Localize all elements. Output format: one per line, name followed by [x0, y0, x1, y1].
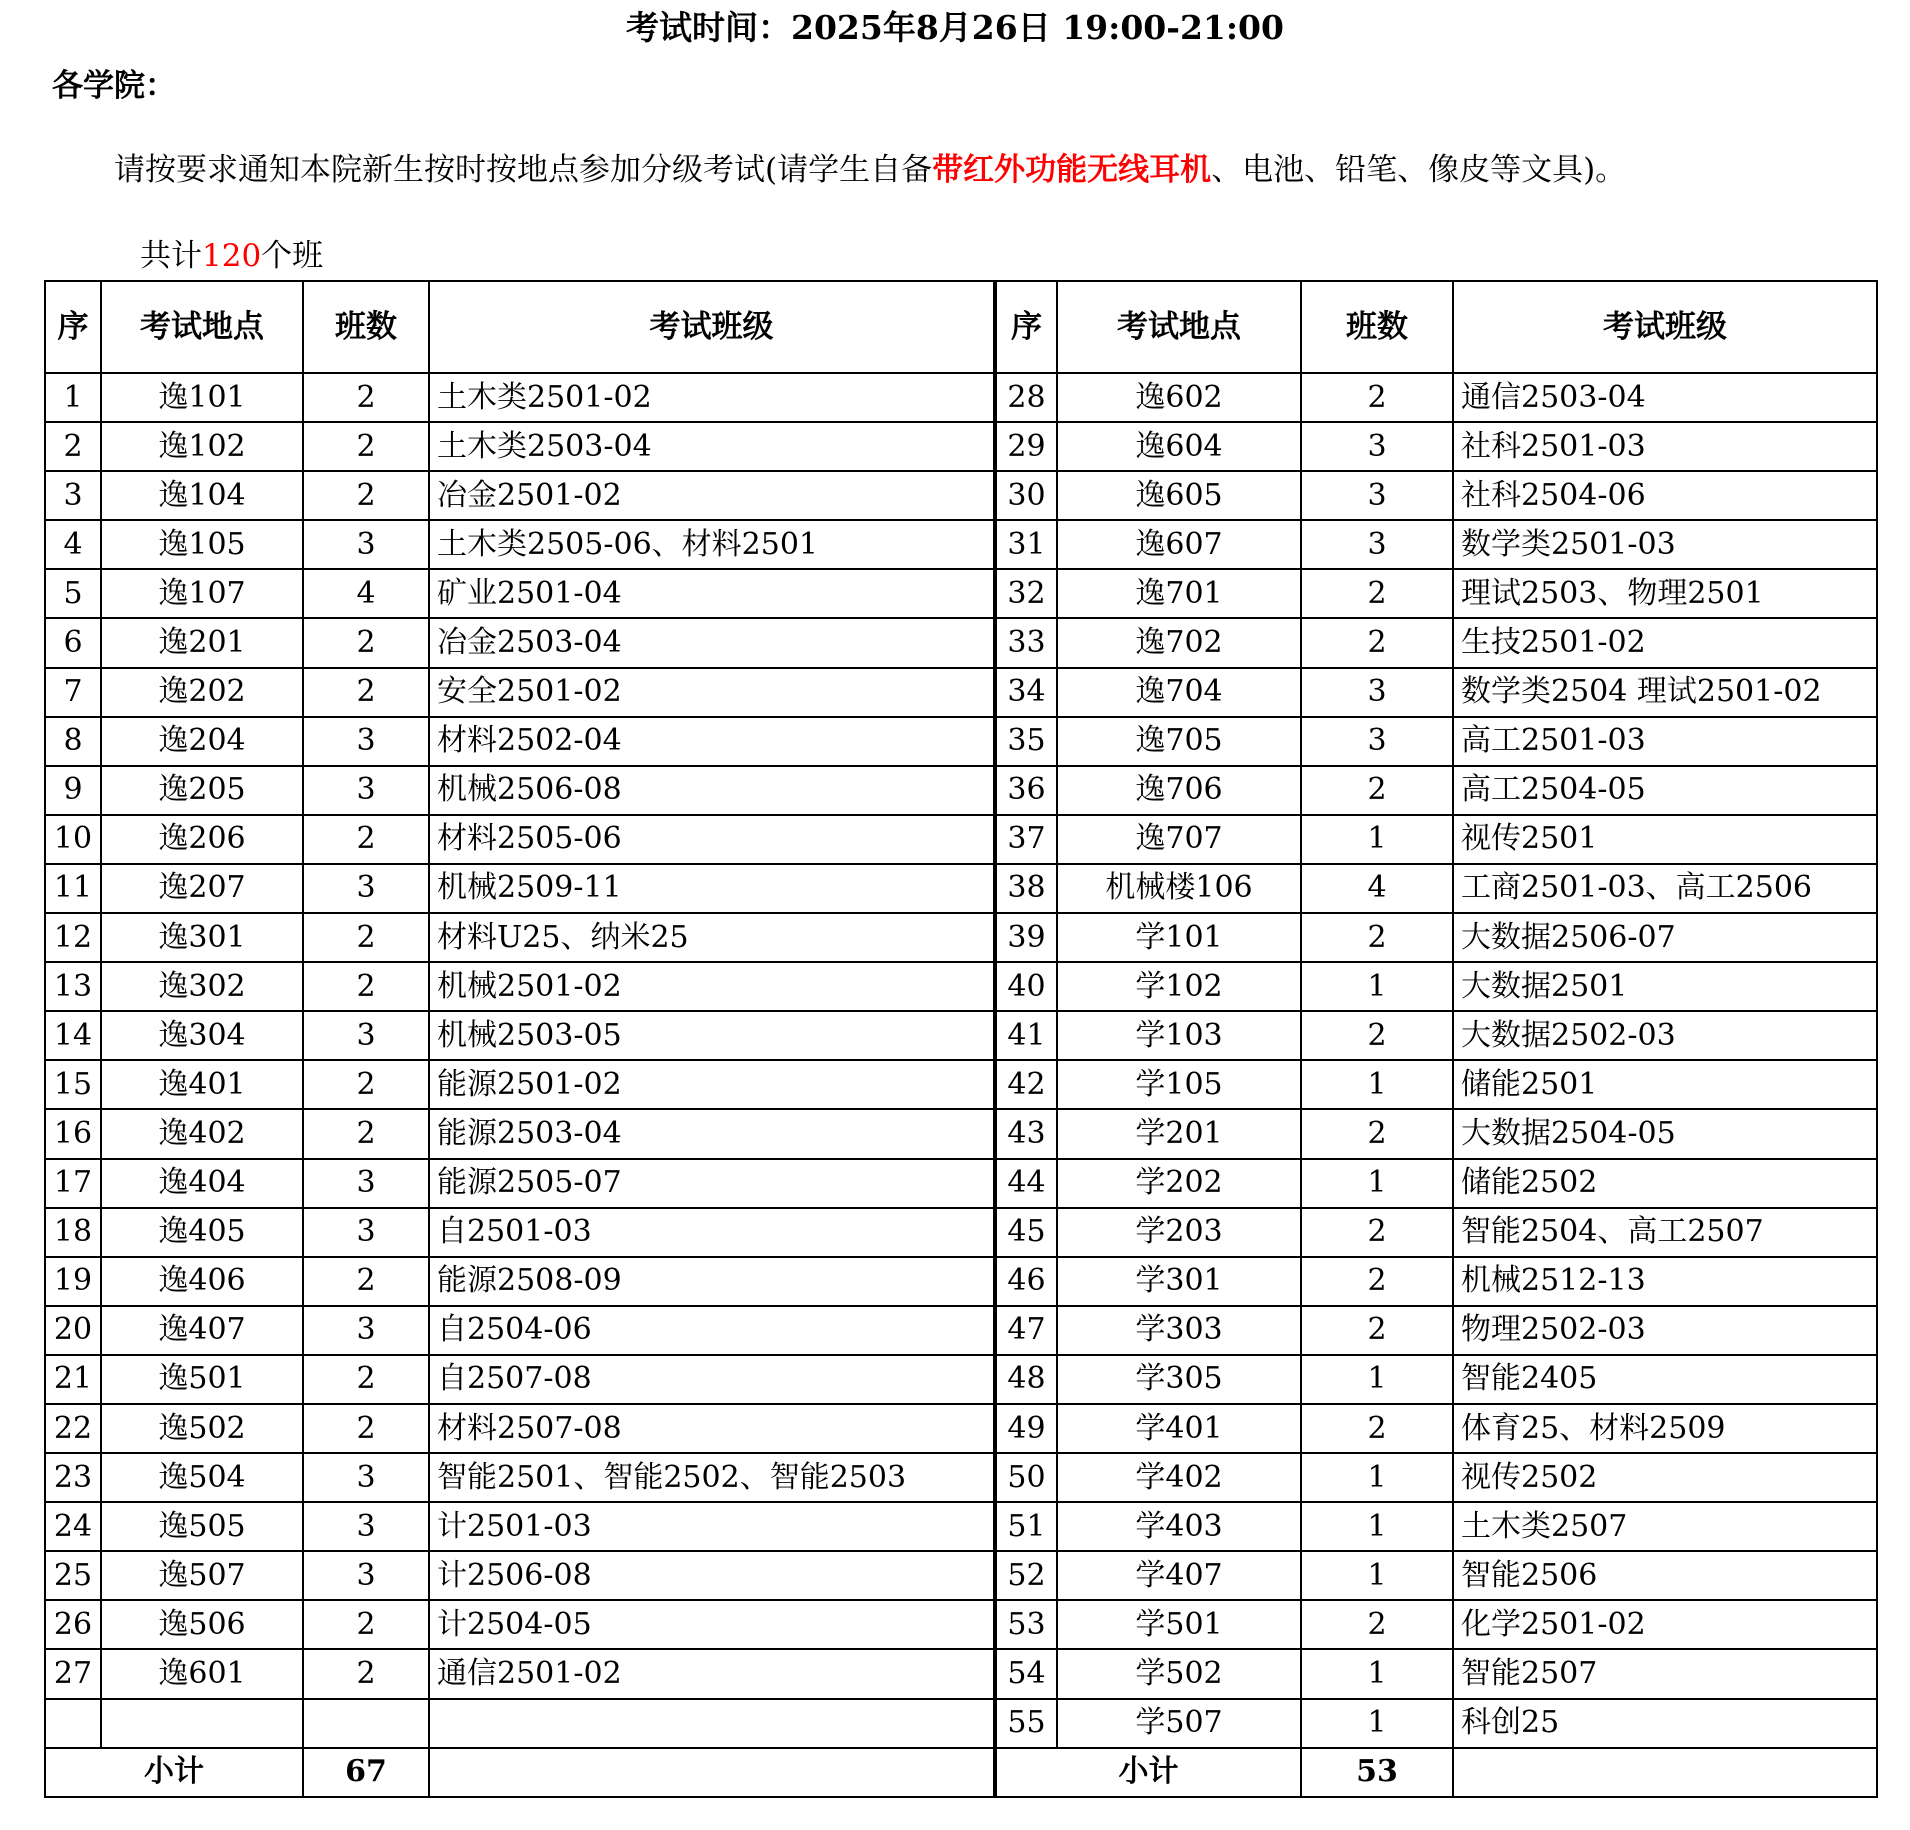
location-cell: 学403	[1057, 1502, 1301, 1551]
seq-cell: 48	[995, 1355, 1057, 1404]
classes-cell: 储能2502	[1453, 1159, 1877, 1208]
classes-cell: 数学类2504 理试2501-02	[1453, 668, 1877, 717]
seq-cell: 24	[45, 1502, 101, 1551]
table-row	[45, 1355, 1877, 1404]
location-cell: 逸302	[101, 962, 303, 1011]
table-row	[45, 1551, 1877, 1600]
table-row	[45, 1600, 1877, 1649]
classes-cell: 工商2501-03、高工2506	[1453, 864, 1877, 913]
location-cell: 机械楼106	[1057, 864, 1301, 913]
header-count-right: 班数	[1301, 281, 1453, 373]
class-count-cell: 2	[303, 1404, 429, 1453]
seq-cell: 54	[995, 1649, 1057, 1698]
seq-cell: 43	[995, 1109, 1057, 1158]
table-row	[45, 1159, 1877, 1208]
class-count-cell: 3	[303, 1453, 429, 1502]
seq-cell: 28	[995, 373, 1057, 422]
location-cell: 学407	[1057, 1551, 1301, 1600]
table-row	[45, 1011, 1877, 1060]
classes-cell: 生技2501-02	[1453, 618, 1877, 667]
table-header-row	[45, 281, 1877, 373]
class-count-cell: 3	[1301, 520, 1453, 569]
class-count-cell: 2	[303, 1600, 429, 1649]
classes-cell: 材料2502-04	[429, 717, 995, 766]
table-row	[45, 1453, 1877, 1502]
header-seq-left: 序	[45, 281, 101, 373]
seq-cell: 36	[995, 766, 1057, 815]
classes-cell: 智能2507	[1453, 1649, 1877, 1698]
location-cell: 学103	[1057, 1011, 1301, 1060]
seq-cell: 33	[995, 618, 1057, 667]
class-count-cell: 2	[1301, 766, 1453, 815]
seq-cell: 5	[45, 569, 101, 618]
classes-cell: 机械2506-08	[429, 766, 995, 815]
seq-cell: 25	[45, 1551, 101, 1600]
seq-cell: 44	[995, 1159, 1057, 1208]
seq-cell: 42	[995, 1060, 1057, 1109]
notice-text-before: 请按要求通知本院新生按时按地点参加分级考试(请学生自备	[114, 152, 933, 188]
class-count-cell: 1	[1301, 1649, 1453, 1698]
class-count-cell: 2	[303, 1109, 429, 1158]
location-cell: 学303	[1057, 1306, 1301, 1355]
class-count-cell: 3	[303, 1208, 429, 1257]
location-cell: 学102	[1057, 962, 1301, 1011]
subtotal-value-right: 53	[1301, 1748, 1453, 1797]
classes-cell: 材料2507-08	[429, 1404, 995, 1453]
table-row	[45, 1502, 1877, 1551]
seq-cell: 10	[45, 815, 101, 864]
class-count-cell: 1	[1301, 1355, 1453, 1404]
location-cell: 逸602	[1057, 373, 1301, 422]
location-cell: 逸607	[1057, 520, 1301, 569]
class-count-cell: 4	[1301, 864, 1453, 913]
location-cell: 学202	[1057, 1159, 1301, 1208]
table-row	[45, 1109, 1877, 1158]
class-count-cell: 1	[1301, 1699, 1453, 1748]
location-cell: 学507	[1057, 1699, 1301, 1748]
class-count-cell: 2	[1301, 569, 1453, 618]
location-cell: 逸601	[101, 1649, 303, 1698]
total-suffix: 个班	[261, 238, 324, 274]
class-count-cell: 2	[1301, 1011, 1453, 1060]
class-count-cell: 2	[1301, 1600, 1453, 1649]
seq-cell: 19	[45, 1257, 101, 1306]
location-cell: 逸304	[101, 1011, 303, 1060]
seq-cell: 3	[45, 471, 101, 520]
classes-cell: 土木类2501-02	[429, 373, 995, 422]
class-count-cell: 3	[303, 520, 429, 569]
seq-cell: 31	[995, 520, 1057, 569]
seq-cell: 39	[995, 913, 1057, 962]
class-count-cell: 2	[303, 913, 429, 962]
location-cell: 学101	[1057, 913, 1301, 962]
table-body	[45, 373, 1877, 1748]
seq-cell: 55	[995, 1699, 1057, 1748]
classes-cell: 理试2503、物理2501	[1453, 569, 1877, 618]
classes-cell: 智能2504、高工2507	[1453, 1208, 1877, 1257]
subtotal-row	[45, 1748, 1877, 1797]
location-cell: 逸101	[101, 373, 303, 422]
class-count-cell: 1	[1301, 1502, 1453, 1551]
class-count-cell: 3	[303, 1306, 429, 1355]
class-count-cell: 2	[303, 1257, 429, 1306]
class-count-cell: 3	[303, 1502, 429, 1551]
class-count-cell: 2	[1301, 1404, 1453, 1453]
class-count-cell: 1	[1301, 1453, 1453, 1502]
subtotal-value-left: 67	[303, 1748, 429, 1797]
location-cell: 逸707	[1057, 815, 1301, 864]
class-count-cell: 2	[1301, 1109, 1453, 1158]
classes-cell: 能源2503-04	[429, 1109, 995, 1158]
header-seq-right: 序	[995, 281, 1057, 373]
location-cell: 逸705	[1057, 717, 1301, 766]
classes-cell: 机械2509-11	[429, 864, 995, 913]
location-cell: 逸702	[1057, 618, 1301, 667]
exam-schedule-table	[44, 280, 1878, 1798]
classes-cell: 社科2504-06	[1453, 471, 1877, 520]
classes-cell: 储能2501	[1453, 1060, 1877, 1109]
classes-cell: 能源2501-02	[429, 1060, 995, 1109]
location-cell: 学301	[1057, 1257, 1301, 1306]
class-count-cell: 2	[1301, 1208, 1453, 1257]
classes-cell: 大数据2501	[1453, 962, 1877, 1011]
notice-paragraph	[114, 148, 1626, 192]
location-cell: 逸104	[101, 471, 303, 520]
location-cell: 逸205	[101, 766, 303, 815]
seq-cell: 23	[45, 1453, 101, 1502]
location-cell: 逸301	[101, 913, 303, 962]
location-cell: 逸501	[101, 1355, 303, 1404]
class-count-cell: 2	[303, 815, 429, 864]
classes-cell: 冶金2501-02	[429, 471, 995, 520]
seq-cell	[45, 1699, 101, 1748]
class-count-cell: 2	[303, 668, 429, 717]
seq-cell: 37	[995, 815, 1057, 864]
table-row	[45, 520, 1877, 569]
classes-cell: 自2504-06	[429, 1306, 995, 1355]
class-count-cell: 3	[303, 864, 429, 913]
header-location-right: 考试地点	[1057, 281, 1301, 373]
table-row	[45, 1306, 1877, 1355]
location-cell: 逸404	[101, 1159, 303, 1208]
location-cell: 逸207	[101, 864, 303, 913]
class-count-cell: 3	[303, 1551, 429, 1600]
class-count-cell: 1	[1301, 1551, 1453, 1600]
class-count-cell: 2	[303, 1060, 429, 1109]
classes-cell: 数学类2501-03	[1453, 520, 1877, 569]
classes-cell: 土木类2505-06、材料2501	[429, 520, 995, 569]
seq-cell: 21	[45, 1355, 101, 1404]
table-row	[45, 962, 1877, 1011]
location-cell: 逸506	[101, 1600, 303, 1649]
class-count-cell: 2	[303, 471, 429, 520]
table-row	[45, 766, 1877, 815]
class-count-cell: 1	[1301, 815, 1453, 864]
classes-cell: 计2504-05	[429, 1600, 995, 1649]
classes-cell: 智能2405	[1453, 1355, 1877, 1404]
classes-cell: 通信2501-02	[429, 1649, 995, 1698]
classes-cell: 自2507-08	[429, 1355, 995, 1404]
location-cell: 逸407	[101, 1306, 303, 1355]
location-cell	[101, 1699, 303, 1748]
seq-cell: 41	[995, 1011, 1057, 1060]
location-cell: 逸201	[101, 618, 303, 667]
location-cell: 逸202	[101, 668, 303, 717]
table-row	[45, 1257, 1877, 1306]
classes-cell: 计2501-03	[429, 1502, 995, 1551]
subtotal-label-right: 小计	[995, 1748, 1301, 1797]
table-row	[45, 569, 1877, 618]
table-row	[45, 913, 1877, 962]
class-count-cell: 3	[1301, 422, 1453, 471]
classes-cell: 机械2503-05	[429, 1011, 995, 1060]
classes-cell: 高工2504-05	[1453, 766, 1877, 815]
class-count-cell: 2	[303, 373, 429, 422]
seq-cell: 2	[45, 422, 101, 471]
location-cell: 逸204	[101, 717, 303, 766]
seq-cell: 45	[995, 1208, 1057, 1257]
seq-cell: 15	[45, 1060, 101, 1109]
seq-cell: 8	[45, 717, 101, 766]
classes-cell: 物理2502-03	[1453, 1306, 1877, 1355]
seq-cell: 9	[45, 766, 101, 815]
location-cell: 学105	[1057, 1060, 1301, 1109]
location-cell: 学402	[1057, 1453, 1301, 1502]
location-cell: 逸406	[101, 1257, 303, 1306]
class-count-cell: 3	[303, 766, 429, 815]
classes-cell: 大数据2506-07	[1453, 913, 1877, 962]
location-cell: 逸704	[1057, 668, 1301, 717]
class-count-cell: 1	[1301, 962, 1453, 1011]
location-cell: 逸604	[1057, 422, 1301, 471]
header-location-left: 考试地点	[101, 281, 303, 373]
classes-cell: 计2506-08	[429, 1551, 995, 1600]
seq-cell: 46	[995, 1257, 1057, 1306]
class-count-cell: 1	[1301, 1159, 1453, 1208]
classes-cell: 机械2501-02	[429, 962, 995, 1011]
classes-cell: 矿业2501-04	[429, 569, 995, 618]
seq-cell: 1	[45, 373, 101, 422]
seq-cell: 34	[995, 668, 1057, 717]
seq-cell: 4	[45, 520, 101, 569]
total-prefix: 共计	[140, 238, 202, 274]
class-count-cell: 2	[1301, 1306, 1453, 1355]
seq-cell: 30	[995, 471, 1057, 520]
table-row	[45, 668, 1877, 717]
classes-cell: 土木类2503-04	[429, 422, 995, 471]
subtotal-blank-left	[429, 1748, 995, 1797]
class-count-cell: 3	[1301, 717, 1453, 766]
subtotal-blank-right	[1453, 1748, 1877, 1797]
seq-cell: 18	[45, 1208, 101, 1257]
class-count-cell: 1	[1301, 1060, 1453, 1109]
seq-cell: 20	[45, 1306, 101, 1355]
location-cell: 学203	[1057, 1208, 1301, 1257]
seq-cell: 13	[45, 962, 101, 1011]
class-count-cell: 3	[303, 1011, 429, 1060]
location-cell: 逸402	[101, 1109, 303, 1158]
class-count-cell: 4	[303, 569, 429, 618]
table-row	[45, 1699, 1877, 1748]
class-count-cell: 2	[303, 1649, 429, 1698]
class-count-cell: 2	[1301, 618, 1453, 667]
location-cell: 学201	[1057, 1109, 1301, 1158]
location-cell: 逸706	[1057, 766, 1301, 815]
notice-text-after: 、电池、铅笔、像皮等文具)。	[1211, 152, 1627, 188]
seq-cell: 51	[995, 1502, 1057, 1551]
class-total	[140, 234, 323, 278]
classes-cell: 视传2501	[1453, 815, 1877, 864]
seq-cell: 26	[45, 1600, 101, 1649]
classes-cell: 材料U25、纳米25	[429, 913, 995, 962]
classes-cell: 视传2502	[1453, 1453, 1877, 1502]
seq-cell: 14	[45, 1011, 101, 1060]
table-row	[45, 373, 1877, 422]
header-classes-right: 考试班级	[1453, 281, 1877, 373]
class-count-cell: 2	[303, 962, 429, 1011]
class-count-cell: 2	[1301, 1257, 1453, 1306]
seq-cell: 27	[45, 1649, 101, 1698]
seq-cell: 7	[45, 668, 101, 717]
seq-cell: 47	[995, 1306, 1057, 1355]
header-count-left: 班数	[303, 281, 429, 373]
classes-cell: 化学2501-02	[1453, 1600, 1877, 1649]
location-cell: 学401	[1057, 1404, 1301, 1453]
table-row	[45, 1404, 1877, 1453]
table-row	[45, 717, 1877, 766]
seq-cell: 53	[995, 1600, 1057, 1649]
seq-cell: 17	[45, 1159, 101, 1208]
location-cell: 逸502	[101, 1404, 303, 1453]
classes-cell: 安全2501-02	[429, 668, 995, 717]
class-count-cell: 2	[1301, 373, 1453, 422]
seq-cell: 35	[995, 717, 1057, 766]
location-cell: 逸504	[101, 1453, 303, 1502]
class-count-cell: 3	[303, 717, 429, 766]
notice-highlight: 带红外功能无线耳机	[932, 152, 1212, 188]
seq-cell: 38	[995, 864, 1057, 913]
subtotal-label-left: 小计	[45, 1748, 303, 1797]
table-row	[45, 815, 1877, 864]
classes-cell: 大数据2504-05	[1453, 1109, 1877, 1158]
classes-cell: 科创25	[1453, 1699, 1877, 1748]
location-cell: 逸105	[101, 520, 303, 569]
location-cell: 逸701	[1057, 569, 1301, 618]
location-cell: 逸605	[1057, 471, 1301, 520]
seq-cell: 49	[995, 1404, 1057, 1453]
seq-cell: 40	[995, 962, 1057, 1011]
table-row	[45, 471, 1877, 520]
classes-cell: 通信2503-04	[1453, 373, 1877, 422]
classes-cell: 社科2501-03	[1453, 422, 1877, 471]
class-count-cell: 3	[1301, 471, 1453, 520]
seq-cell: 16	[45, 1109, 101, 1158]
location-cell: 逸507	[101, 1551, 303, 1600]
classes-cell: 机械2512-13	[1453, 1257, 1877, 1306]
classes-cell: 能源2508-09	[429, 1257, 995, 1306]
seq-cell: 32	[995, 569, 1057, 618]
table-row	[45, 864, 1877, 913]
class-count-cell: 2	[303, 1355, 429, 1404]
location-cell: 逸401	[101, 1060, 303, 1109]
class-count-cell: 3	[303, 1159, 429, 1208]
classes-cell: 能源2505-07	[429, 1159, 995, 1208]
location-cell: 学501	[1057, 1600, 1301, 1649]
class-count-cell: 2	[303, 422, 429, 471]
location-cell: 逸102	[101, 422, 303, 471]
class-count-cell: 2	[1301, 913, 1453, 962]
classes-cell: 体育25、材料2509	[1453, 1404, 1877, 1453]
seq-cell: 22	[45, 1404, 101, 1453]
total-count: 120	[202, 238, 262, 274]
table-row	[45, 1208, 1877, 1257]
class-count-cell: 2	[303, 618, 429, 667]
location-cell: 逸206	[101, 815, 303, 864]
seq-cell: 12	[45, 913, 101, 962]
classes-cell: 高工2501-03	[1453, 717, 1877, 766]
table-row	[45, 618, 1877, 667]
seq-cell: 11	[45, 864, 101, 913]
seq-cell: 50	[995, 1453, 1057, 1502]
greeting: 各学院：	[52, 68, 176, 104]
classes-cell: 土木类2507	[1453, 1502, 1877, 1551]
header-classes-left: 考试班级	[429, 281, 995, 373]
classes-cell: 大数据2502-03	[1453, 1011, 1877, 1060]
location-cell: 逸405	[101, 1208, 303, 1257]
classes-cell: 智能2506	[1453, 1551, 1877, 1600]
seq-cell: 52	[995, 1551, 1057, 1600]
class-count-cell: 3	[1301, 668, 1453, 717]
class-count-cell	[303, 1699, 429, 1748]
table-row	[45, 1060, 1877, 1109]
seq-cell: 29	[995, 422, 1057, 471]
location-cell: 学502	[1057, 1649, 1301, 1698]
exam-time-title: 考试时间：2025年8月26日 19:00-21:00	[626, 8, 1284, 47]
classes-cell: 自2501-03	[429, 1208, 995, 1257]
location-cell: 逸107	[101, 569, 303, 618]
seq-cell: 6	[45, 618, 101, 667]
classes-cell	[429, 1699, 995, 1748]
location-cell: 学305	[1057, 1355, 1301, 1404]
location-cell: 逸505	[101, 1502, 303, 1551]
classes-cell: 冶金2503-04	[429, 618, 995, 667]
classes-cell: 智能2501、智能2502、智能2503	[429, 1453, 995, 1502]
classes-cell: 材料2505-06	[429, 815, 995, 864]
table-row	[45, 422, 1877, 471]
table-row	[45, 1649, 1877, 1698]
